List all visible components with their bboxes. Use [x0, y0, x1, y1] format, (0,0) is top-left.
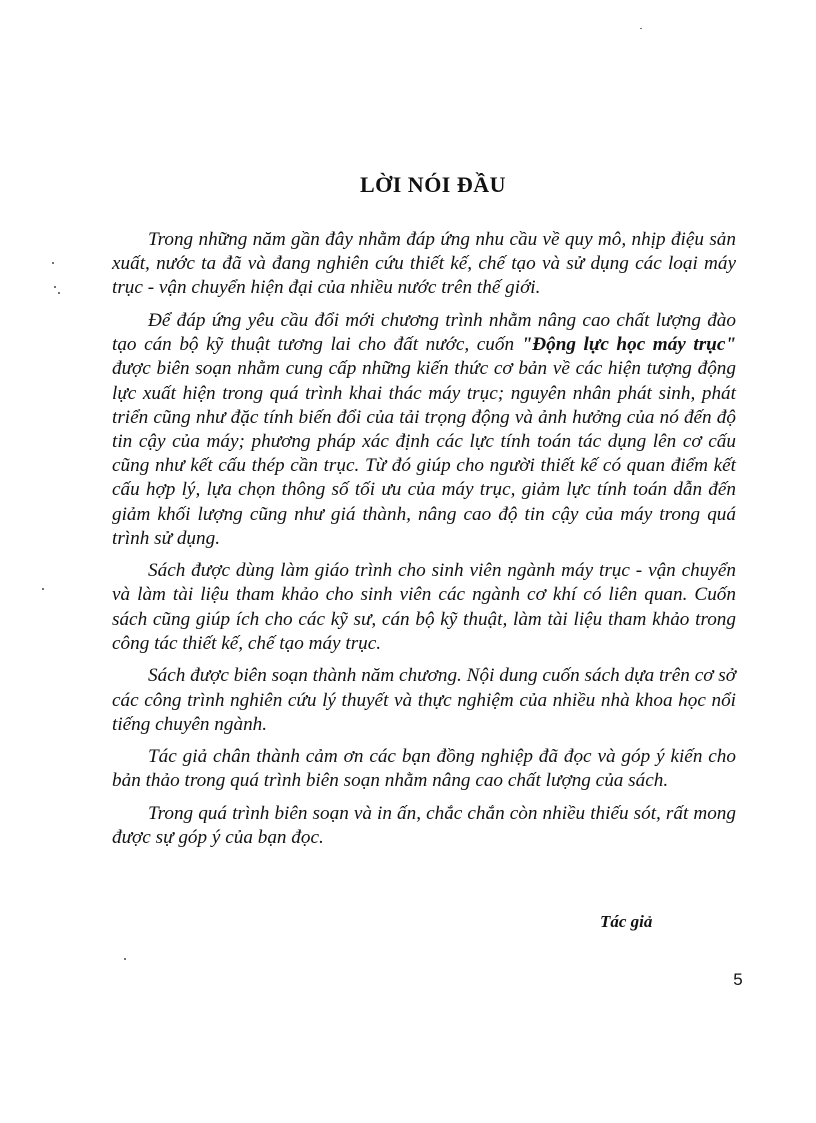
scan-speck	[54, 286, 56, 288]
paragraph-feedback: Trong quá trình biên soạn và in ấn, chắc chắn còn nhiều thiếu sót, rất mong được sự góp ý của bạn đọc.	[112, 802, 736, 849]
book-title-reference: "Động lực học máy trục"	[521, 334, 736, 356]
scan-speck	[640, 28, 642, 29]
paragraph-purpose: Để đáp ứng yêu cầu đổi mới chương trình nhằm nâng cao chất lượng đào tạo cán bộ kỹ thuật tương lai cho đất nước, cuốn "Động lực học máy trục" được biên soạn nhằm cung cấp những kiến thức cơ bản về các hiện tượng động lực xuất hiện trong quá trình khai thác máy trục; nguyên nhân phát sinh, phát triển cũng như đặc tính biến đổi của tải trọng động và ảnh hưởng của nó đến độ tin cậy của máy; phương pháp xác định các lực tính toán tác dụng lên cơ cấu cũng như kết cấu thép cần trục. Từ đó giúp cho người thiết kế có quan điểm kết cấu hợp lý, lựa chọn thông số tối ưu của máy trục, giảm lực tính toán dẫn đến giảm khối lượng cũng như giá thành, nâng cao độ tin cậy của máy trong quá trình sử dụng.	[112, 309, 736, 549]
scan-speck	[124, 958, 126, 960]
paragraph-structure: Sách được biên soạn thành năm chương. Nội dung cuốn sách dựa trên cơ sở các công trình nghiên cứu lý thuyết và thực nghiệm của nhiều nhà khoa học nổi tiếng chuyên ngành.	[112, 665, 736, 735]
author-signature: Tác giả	[600, 912, 653, 931]
page-title: LỜI NÓI ĐẦU	[359, 172, 507, 197]
scan-speck	[52, 262, 54, 264]
preface-body	[112, 228, 736, 859]
paragraph-thanks: Tác giả chân thành cảm ơn các bạn đồng nghiệp đã đọc và góp ý kiến cho bản thảo trong quá trình biên soạn nhằm nâng cao chất lượng của sách.	[112, 746, 736, 792]
scan-speck	[58, 292, 60, 294]
page-number: 5	[733, 970, 743, 989]
paragraph-intro: Trong những năm gần đây nhằm đáp ứng nhu cầu về quy mô, nhịp điệu sản xuất, nước ta đã và đang nghiên cứu thiết kế, chế tạo và sử dụng các loại máy trục - vận chuyển hiện đại của nhiều nước trên thế giới.	[112, 229, 736, 299]
scan-speck	[42, 588, 44, 590]
paragraph-audience: Sách được dùng làm giáo trình cho sinh viên ngành máy trục - vận chuyển và làm tài liệu tham khảo cho sinh viên các ngành cơ khí có liên quan. Cuốn sách cũng giúp ích cho các kỹ sư, cán bộ kỹ thuật, làm tài liệu tham khảo trong công tác thiết kế, chế tạo máy trục.	[112, 560, 736, 654]
